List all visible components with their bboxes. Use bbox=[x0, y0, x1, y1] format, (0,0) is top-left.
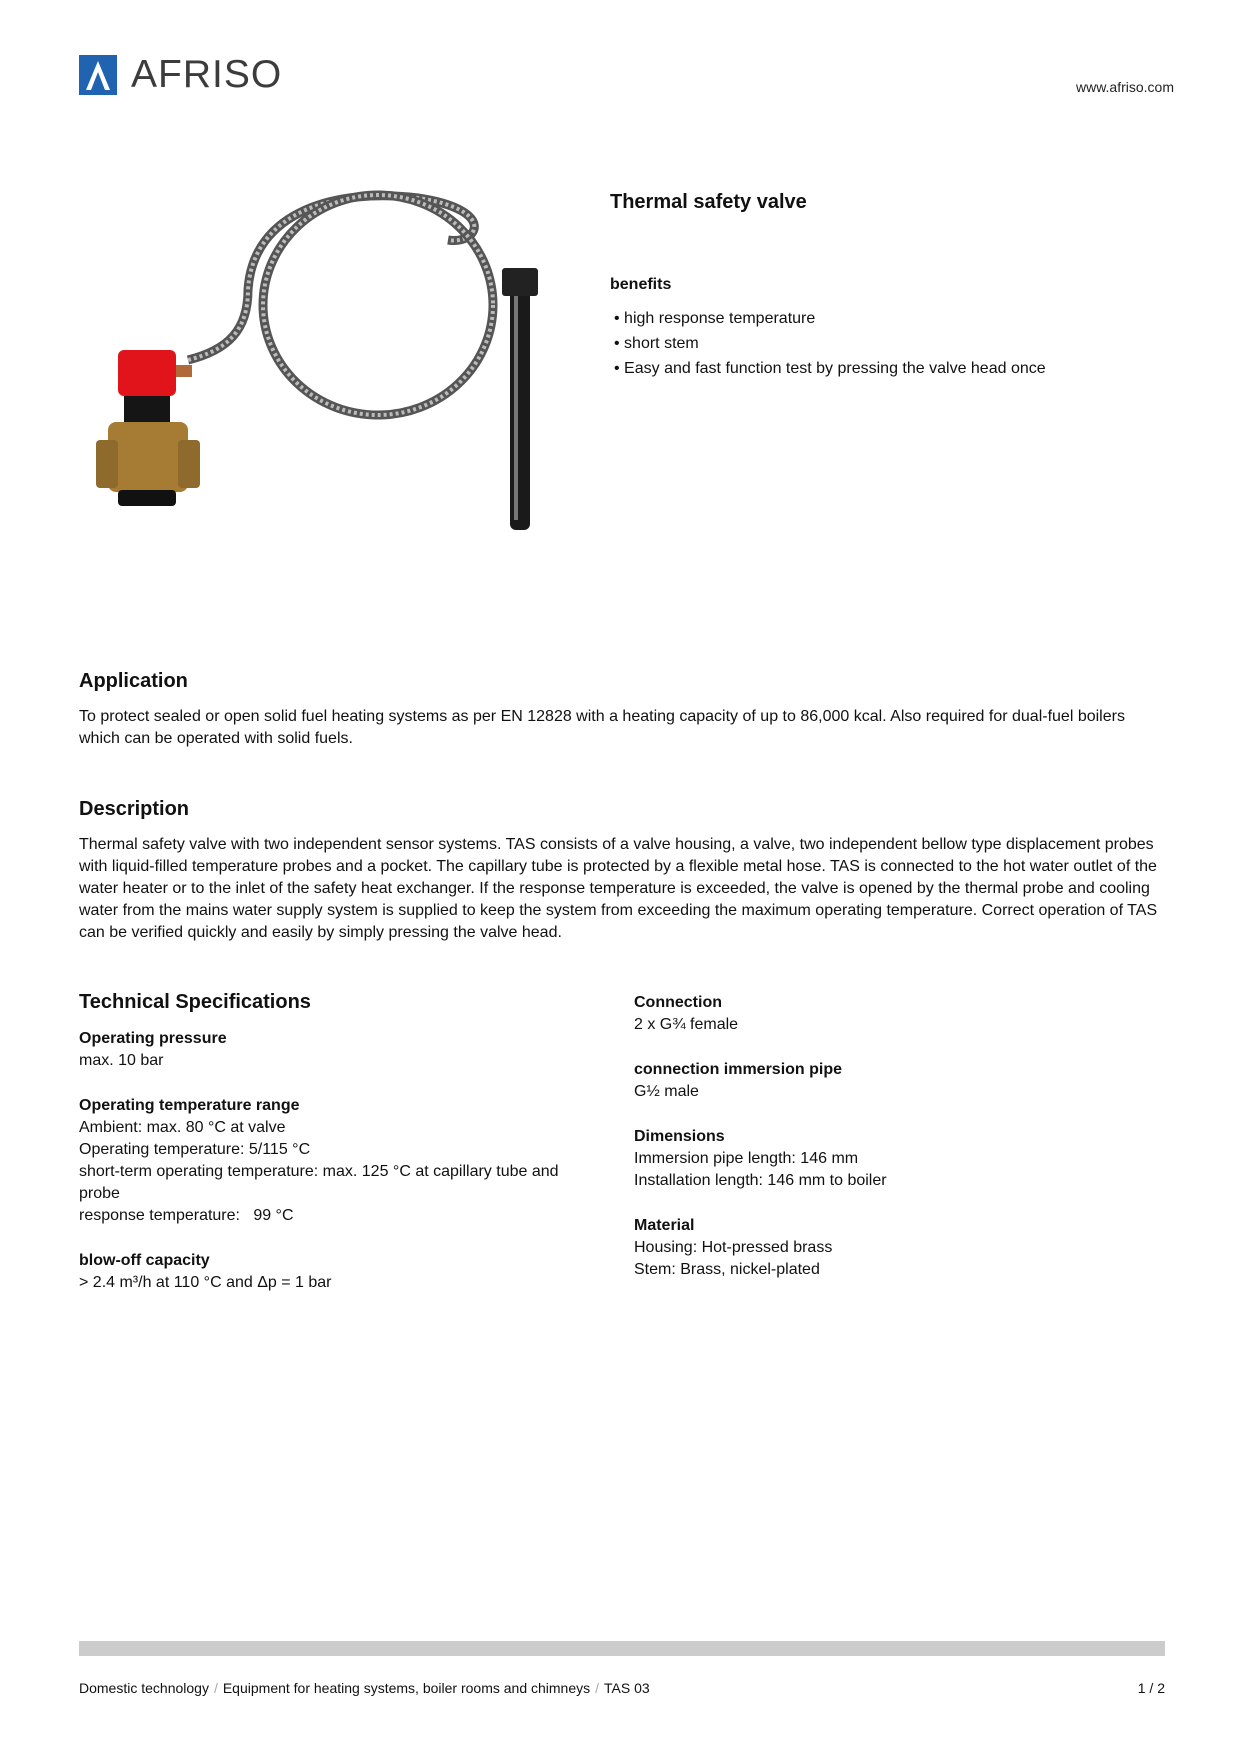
spec-label: blow-off capacity bbox=[79, 1252, 210, 1269]
spec-dimensions bbox=[634, 1126, 1154, 1192]
spec-material bbox=[634, 1215, 1154, 1281]
product-title: Thermal safety valve bbox=[610, 191, 807, 213]
spec-value: Ambient: max. 80 °C at valve bbox=[79, 1119, 286, 1136]
spec-value: > 2.4 m³/h at 110 °C and Δp = 1 bar bbox=[79, 1274, 332, 1291]
spec-label: Material bbox=[634, 1217, 695, 1234]
breadcrumb-separator: / bbox=[213, 1680, 218, 1696]
spec-value: Housing: Hot-pressed brass bbox=[634, 1239, 833, 1256]
spec-value: short-term operating temperature: max. 125 °C at capillary tube and probe bbox=[79, 1163, 559, 1202]
spec-value: Operating temperature: 5/115 °C bbox=[79, 1141, 311, 1158]
benefits-heading: benefits bbox=[610, 276, 672, 293]
application-heading: Application bbox=[79, 670, 188, 692]
breadcrumb-item[interactable]: Equipment for heating systems, boiler rooms and chimneys bbox=[222, 1680, 591, 1696]
afriso-logo bbox=[79, 55, 282, 95]
benefits-list bbox=[614, 306, 1046, 381]
spec-label: Dimensions bbox=[634, 1128, 725, 1145]
benefit-item: • high response temperature bbox=[614, 306, 1046, 331]
breadcrumb-separator: / bbox=[595, 1680, 600, 1696]
spec-value: Immersion pipe length: 146 mm bbox=[634, 1150, 859, 1167]
tech-specs-heading: Technical Specifications bbox=[79, 991, 311, 1013]
product-image bbox=[78, 190, 578, 610]
footer-breadcrumb bbox=[79, 1680, 650, 1696]
brand-name: AFRISO bbox=[131, 53, 283, 96]
spec-operating-pressure bbox=[79, 1028, 599, 1072]
spec-value: 2 x G¾ female bbox=[634, 1016, 739, 1033]
page-number: 1 / 2 bbox=[1137, 1680, 1165, 1696]
spec-value: response temperature: 99 °C bbox=[79, 1207, 294, 1224]
spec-label: connection immersion pipe bbox=[634, 1061, 843, 1078]
spec-column-right bbox=[634, 992, 1154, 1304]
spec-connection-immersion-pipe bbox=[634, 1059, 1154, 1103]
spec-value: G½ male bbox=[634, 1083, 699, 1100]
footer-divider-bar bbox=[79, 1641, 1165, 1656]
spec-connection bbox=[634, 992, 1154, 1036]
website-link[interactable]: www.afriso.com bbox=[1075, 79, 1174, 95]
benefit-item: • short stem bbox=[614, 331, 1046, 356]
spec-label: Operating temperature range bbox=[79, 1097, 300, 1114]
spec-label: Connection bbox=[634, 994, 722, 1011]
spec-value: Installation length: 146 mm to boiler bbox=[634, 1172, 887, 1189]
spec-operating-temperature-range bbox=[79, 1095, 599, 1227]
description-text: Thermal safety valve with two independent sensor systems. TAS consists of a valve housing, a valve, two independent bellow type displacement probes with liquid-filled temperature probes and a pocket. The capillary tube is protected by a flexible metal hose. TAS is connected to the hot water outlet of the water heater or to the inlet of the safety heat exchanger. If the response temperature is exceeded, the valve is opened by the thermal probe and cooling water from the mains water supply system is supplied to keep the system from exceeding the maximum operating temperature. Correct operation of TAS can be verified quickly and easily by simply pressing the valve head. bbox=[79, 836, 1158, 941]
breadcrumb-item[interactable]: TAS 03 bbox=[604, 1680, 650, 1696]
spec-blow-off-capacity bbox=[79, 1250, 599, 1294]
application-text: To protect sealed or open solid fuel heating systems as per EN 12828 with a heating capacity of up to 86,000 kcal. Also required for dual-fuel boilers which can be operated with solid fuels. bbox=[79, 708, 1125, 747]
description-heading: Description bbox=[79, 798, 190, 820]
benefit-item: • Easy and fast function test by pressing the valve head once bbox=[614, 356, 1046, 381]
spec-label: Operating pressure bbox=[79, 1030, 227, 1047]
spec-value: max. 10 bar bbox=[79, 1052, 164, 1069]
afriso-logo-mark-icon bbox=[79, 55, 117, 95]
spec-column-left bbox=[79, 1028, 599, 1317]
breadcrumb-item[interactable]: Domestic technology bbox=[79, 1680, 209, 1696]
spec-value: Stem: Brass, nickel-plated bbox=[634, 1261, 820, 1278]
